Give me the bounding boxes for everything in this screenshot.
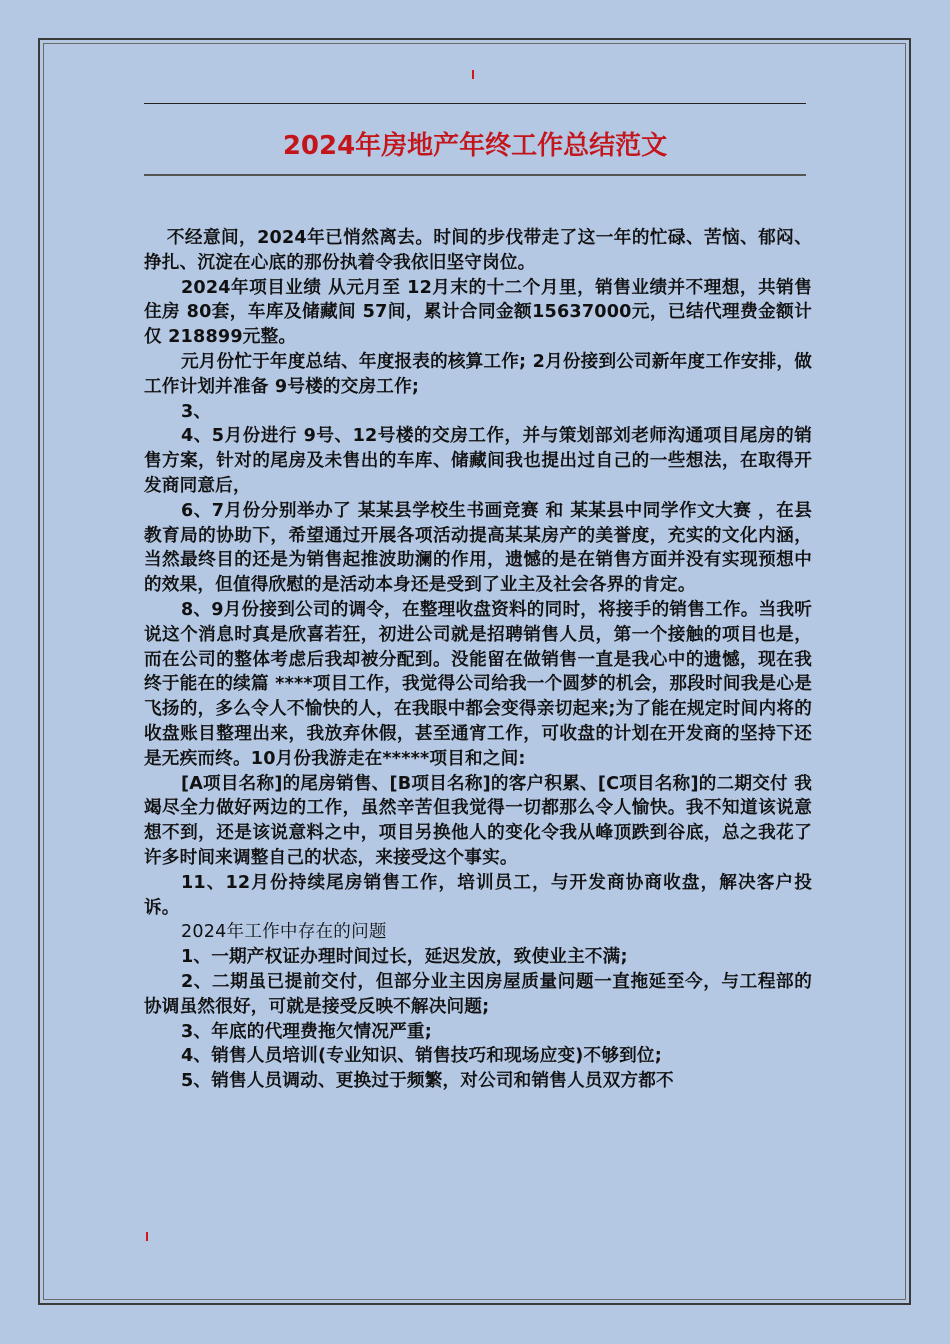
issue-item: 5、销售人员调动、更换过于频繁，对公司和销售人员双方都不 xyxy=(180,1071,674,1092)
issue-item: 3、年底的代理费拖欠情况严重; xyxy=(180,1021,432,1042)
cursor-mark-top xyxy=(472,70,474,79)
issue-item: 2、二期虽已提前交付，但部分业主因房屋质量问题一直拖延至今，与工程部的协调虽然很好，可就是接受反映不解决问题; xyxy=(144,971,812,1017)
paragraph: 元月份忙于年度总结、年度报表的核算工作; 2月份接到公司新年度工作安排，做工作计划并准备 9号楼的交房工作; xyxy=(144,351,812,397)
paragraph: 11、12月份持续尾房销售工作，培训员工，与开发商协商收盘，解决客户投诉。 xyxy=(144,872,812,918)
title-rule xyxy=(144,174,806,176)
header-rule xyxy=(144,103,806,104)
paragraph: 8、9月份接到公司的调令，在整理收盘资料的同时，将接手的销售工作。当我听说这个消息时真是欣喜若狂，初进公司就是招聘销售人员，第一个接触的项目也是，而在公司的整体考虑后我却被分配到。没能留在做销售一直是我心中的遗憾，现在我终于能在的续篇 ****项目工作，我觉得公司给我一个圆梦的机会，那段时间我是心是飞扬的，多么令人不愉快的人，在我眼中都会变得亲切起来;为了能在规定时间内将的收盘账目整理出来，我放弃休假，甚至通宵工作，可收盘的计划在开发商的坚持下还是无疾而终。10月份我游走在*****项目和之间: xyxy=(144,599,812,769)
cursor-mark-bottom xyxy=(146,1232,148,1241)
document-body xyxy=(144,226,812,1094)
paragraph: 不经意间，2024年已悄然离去。时间的步伐带走了这一年的忙碌、苦恼、郁闷、挣扎、沉淀在心底的那份执着令我依旧坚守岗位。 xyxy=(144,228,812,273)
paragraph: 4、5月份进行 9号、12号楼的交房工作，并与策划部刘老师沟通项目尾房的销售方案，针对的尾房及未售出的车库、储藏间我也提出过自己的一些想法，在取得开发商同意后， xyxy=(144,426,812,496)
paragraph: 3、 xyxy=(180,401,212,422)
issue-item: 1、一期产权证办理时间过长，延迟发放，致使业主不满; xyxy=(180,947,628,968)
issue-item: 4、销售人员培训(专业知识、销售技巧和现场应变)不够到位; xyxy=(180,1046,662,1067)
paragraph: 2024年项目业绩 从元月至 12月末的十二个月里，销售业绩并不理想，共销售住房 80套，车库及储藏间 57间，累计合同金额15637000元，已结代理费金额计仅 218899元整。 xyxy=(144,277,812,348)
section-heading: 2024年工作中存在的问题 xyxy=(180,922,387,943)
paragraph: [A项目名称]的尾房销售、[B项目名称]的客户积累、[C项目名称]的二期交付 我竭尽全力做好两边的工作，虽然辛苦但我觉得一切都那么令人愉快。我不知道该说意想不到，还是该说意料之中，项目另换他人的变化令我从峰顶跌到谷底，总之我花了许多时间来调整自己的状态，来接受这个事实。 xyxy=(144,773,812,868)
document-title: 2024年房地产年终工作总结范文 xyxy=(282,131,668,161)
paragraph: 6、7月份分别举办了 某某县学校生书画竞赛 和 某某县中同学作文大赛 ，在县教育局的协助下，希望通过开展各项活动提高某某房产的美誉度，充实的文化内涵，当然最终目的还是为销售起推波助澜的作用，遗憾的是在销售方面并没有实现预想中的效果，但值得欣慰的是活动本身还是受到了业主及社会各界的肯定。 xyxy=(144,500,812,596)
